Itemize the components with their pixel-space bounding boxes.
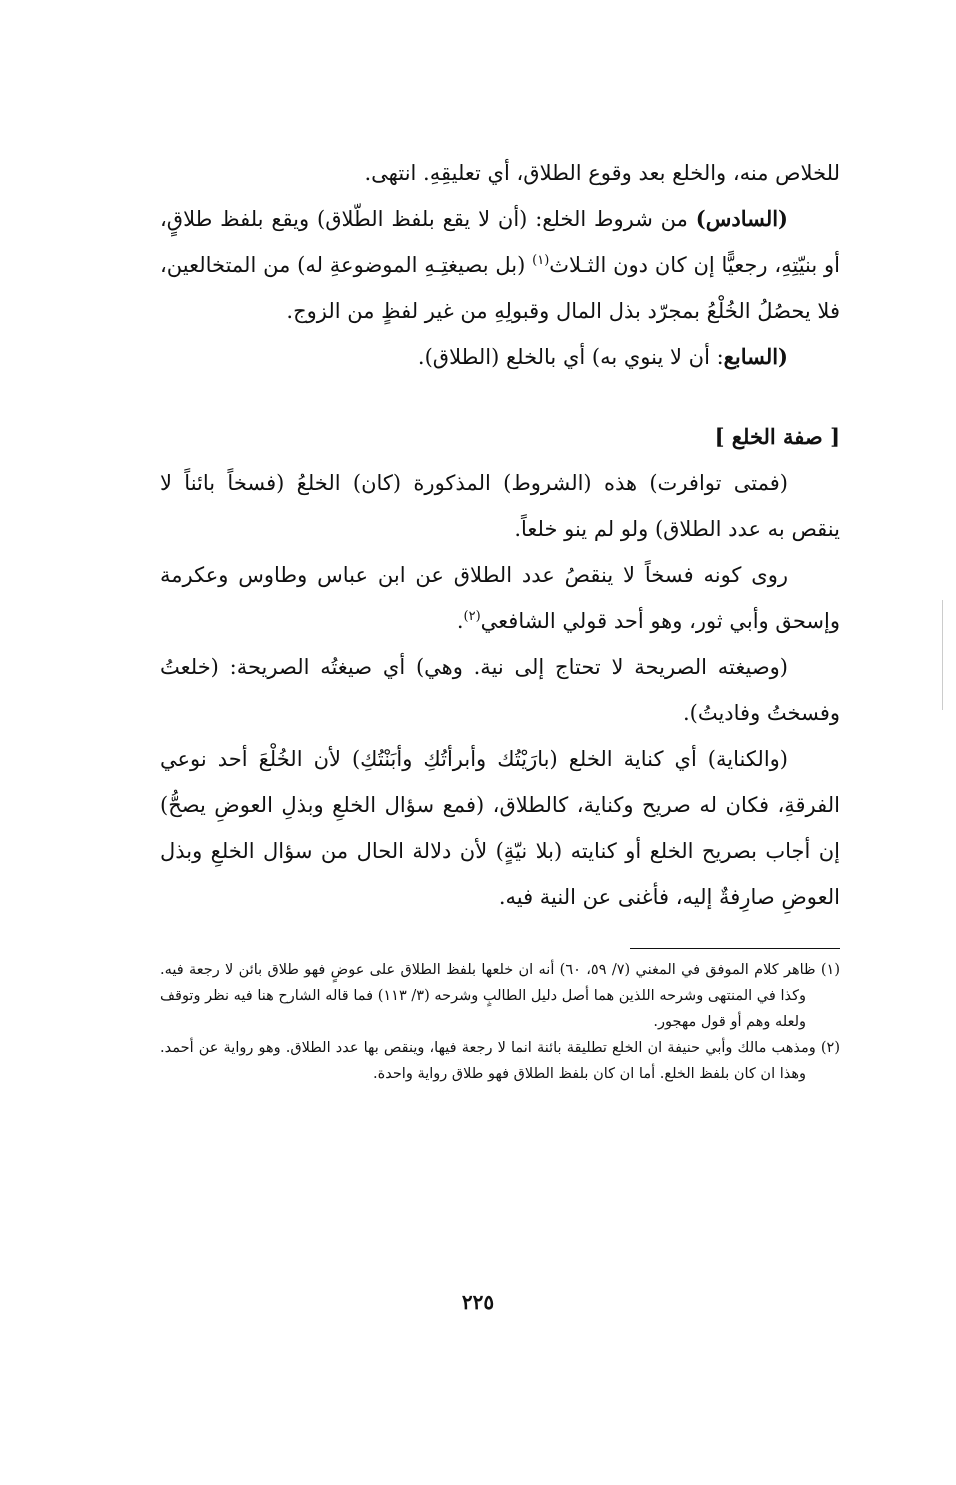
footnote-divider — [630, 948, 840, 949]
paragraph-explicit-form: (وصيغته الصريحة لا تحتاج إلى نية. وهي) أي صيغتُه الصريحة: (خلعتُ وفسختُ وفاديتُ). — [160, 655, 840, 725]
page-number: ٢٢٥ — [461, 1290, 495, 1314]
page-content — [160, 150, 840, 1087]
footnotes — [160, 957, 840, 1087]
scan-margin-line — [942, 600, 943, 710]
paragraph-text: روى كونه فسخاً لا ينقصُ عدد الطلاق عن ابن عباس وطاوس وعكرمة وإسحق وأبي ثور، وهو أحد قولي الشافعي — [160, 563, 840, 633]
paragraph-text: من شروط الخلع: (أن لا يقع بلفظ الطّلاق) ويقع بلفظ طلاقٍ، أو بنيّتِهِ، رجعيًّا إن كان دون الثـلاث — [160, 207, 840, 277]
main-text — [160, 150, 840, 920]
footnote-2: (٢) ومذهب مالك وأبي حنيفة ان الخلع تطليقة بائنة انما لا رجعة فيها، وينقص بها عدد الطلاق. وهو رواية عن أحمد. وهذا ان كان بلفظ الخلع. أما ان كان بلفظ الطلاق فهو طلاق رواية واحدة. — [160, 1040, 840, 1082]
paragraph-narration — [160, 552, 840, 644]
paragraph-text: : أن لا ينوي به) أي بالخلع (الطلاق). — [417, 345, 724, 369]
paragraph-sixth-condition — [160, 196, 840, 334]
paragraph-metonymy: (والكناية) أي كناية الخلع (بارَيْتُك وأبرأتُكِ وأبَنْتُكِ) لأن الخُلْعَ أحد نوعي الفرقةِ، فكان له صريح وكناية، كالطلاق، (فمع سؤال الخلعِ وبذلِ العوضِ يصحُّ) إن أجاب بصريح الخلع أو كنايته (بلا نيّةٍ) لأن دلالة الحال من سؤال الخلعِ وبذل العوضِ صارِفةٌ إليه، فأغنى عن النية فيه. — [160, 747, 840, 909]
section-heading: [ صفة الخلع ] — [714, 424, 840, 449]
paragraph-text: (بل بصيغتِـهِ الموضوعةِ له) من المتخالعين، فلا يحصُلُ الخُلْعُ بمجرّد بذل المال وقبولِهِ من غير لفظٍ من الزوج. — [160, 253, 840, 323]
term-seventh: (السابع — [723, 344, 788, 369]
footnote-ref-2[interactable]: (٢) — [463, 609, 481, 624]
footnote-ref-1[interactable]: (١) — [532, 253, 550, 268]
paragraph-seventh-condition — [160, 334, 840, 380]
footnote-1: (١) ظاهر كلام الموفق في المغني (٧/ ٥٩، ٦٠) أنه ان خلعها بلفظ الطلاق على عوضٍ فهو طلاق بائن لا رجعة فيه. وكذا في المنتهى وشرحه اللذين هما أصل دليل الطالبٍ وشرحه (٣/ ١١٣) فما قاله الشارح هنا فيه نظر وتوقف ولعله وهم أو قول مهجور. — [160, 962, 840, 1030]
paragraph-text: . — [456, 609, 464, 633]
paragraph-annulment: (فمتى توافرت) هذه (الشروط) المذكورة (كان) الخلعُ (فسخاً بائناً لا ينقص به عدد الطلاق) ولو لم ينو خلعاً. — [160, 471, 840, 541]
term-sixth: (السادس) — [695, 206, 788, 231]
paragraph-continuation: للخلاص منه، والخلع بعد وقوع الطلاق، أي تعليقِهِ. انتهى. — [364, 161, 840, 185]
